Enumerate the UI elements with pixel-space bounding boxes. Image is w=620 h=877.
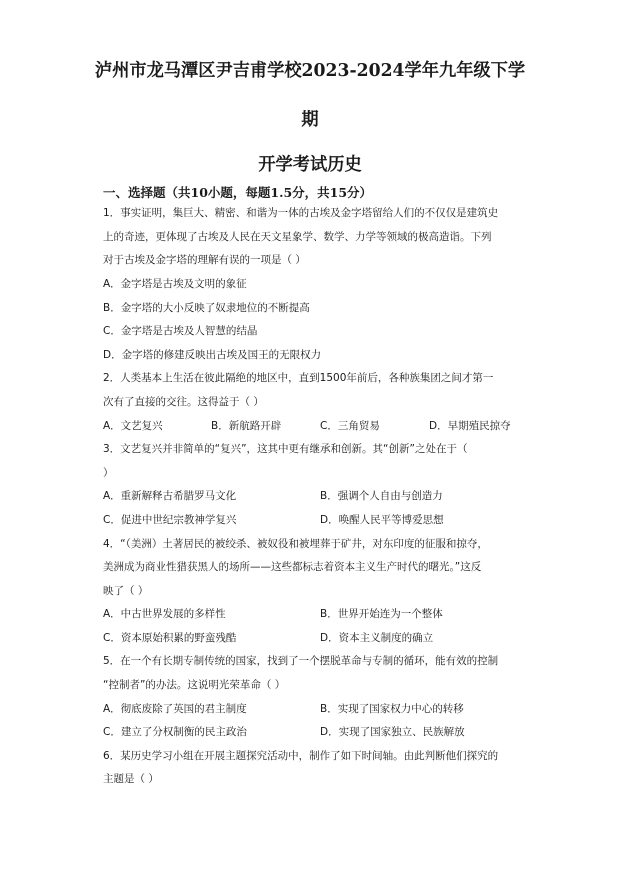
question-5-option-b: B．实现了国家权力中心的转移 <box>320 703 464 715</box>
question-2-line-1: 2．人类基本上生活在彼此隔绝的地区中，直到1500年前后，各种族集团之间才第一 <box>103 372 494 384</box>
question-1-option-c: C．金字塔是古埃及人智慧的结晶 <box>103 325 258 337</box>
question-1-option-a: A．金字塔是古埃及文明的象征 <box>103 278 247 290</box>
question-3-option-b: B．强调个人自由与创造力 <box>320 490 443 502</box>
question-5-option-c: C．建立了分权制衡的民主政治 <box>103 726 247 738</box>
question-4-option-a: A．中古世界发展的多样性 <box>103 608 226 620</box>
question-5-line-1: 5．在一个有长期专制传统的国家，找到了一个摆脱革命与专制的循环，能有效的控制 <box>103 655 499 667</box>
question-6-line-2: 主题是（ ） <box>103 773 159 785</box>
question-4-option-d: D．资本主义制度的确立 <box>320 632 434 644</box>
document-title-line-2: 期 <box>301 110 319 130</box>
question-1-line-2: 上的奇迹，更体现了古埃及人民在天文星象学、数学、力学等领域的极高造诣。下列 <box>103 231 492 243</box>
question-3-line-2: ） <box>103 467 114 479</box>
question-4-line-2: 美洲成为商业性猎获黑人的场所——这些都标志着资本主义生产时代的曙光。”这反 <box>103 561 482 573</box>
question-2-line-2: 次有了直接的交往。这得益于（ ） <box>103 396 264 408</box>
question-6-line-1: 6．某历史学习小组在开展主题探究活动中，制作了如下时间轴。由此判断他们探究的 <box>103 750 499 762</box>
question-2-option-c: C．三角贸易 <box>320 420 380 432</box>
question-4-option-b: B．世界开始连为一个整体 <box>320 608 443 620</box>
section-heading: 一、选择题（共10小题，每题1.5分，共15分） <box>103 185 373 200</box>
question-4-line-1: 4．“（美洲）土著居民的被绞杀、被奴役和被埋葬于矿井，对东印度的征服和掠夺， <box>103 538 488 550</box>
question-3-option-d: D．唤醒人民平等博爱思想 <box>320 514 444 526</box>
question-5-line-2: “控制者”的办法。这说明光荣革命（ ） <box>103 679 286 691</box>
question-4-option-c: C．资本原始积累的野蛮残酷 <box>103 632 237 644</box>
question-2-option-a: A．文艺复兴 <box>103 420 163 432</box>
question-1-option-b: B．金字塔的大小反映了奴隶地位的不断提高 <box>103 302 310 314</box>
question-5-option-a: A．彻底废除了英国的君主制度 <box>103 703 247 715</box>
question-1-line-1: 1．事实证明，集巨大、精密、和谐为一体的古埃及金字塔留给人们的不仅仅是建筑史 <box>103 207 499 219</box>
question-2-option-b: B．新航路开辟 <box>211 420 282 432</box>
question-3-line-1: 3．文艺复兴并非简单的“复兴”，这其中更有继承和创新。其“创新”之处在于（ <box>103 443 468 455</box>
question-5-option-d: D．实现了国家独立、民族解放 <box>320 726 465 738</box>
question-1-option-d: D．金字塔的修建反映出古埃及国王的无限权力 <box>103 349 322 361</box>
question-3-option-a: A．重新解释古希腊罗马文化 <box>103 490 237 502</box>
question-4-line-3: 映了（ ） <box>103 585 149 597</box>
document-title-line-1: 泸州市龙马潭区尹吉甫学校2023-2024学年九年级下学 <box>94 61 526 81</box>
document-subtitle: 开学考试历史 <box>258 155 362 175</box>
question-2-option-d: D．早期殖民掠夺 <box>429 420 511 432</box>
question-1-line-3: 对于古埃及金字塔的理解有误的一项是（ ） <box>103 254 306 266</box>
question-3-option-c: C．促进中世纪宗教神学复兴 <box>103 514 237 526</box>
